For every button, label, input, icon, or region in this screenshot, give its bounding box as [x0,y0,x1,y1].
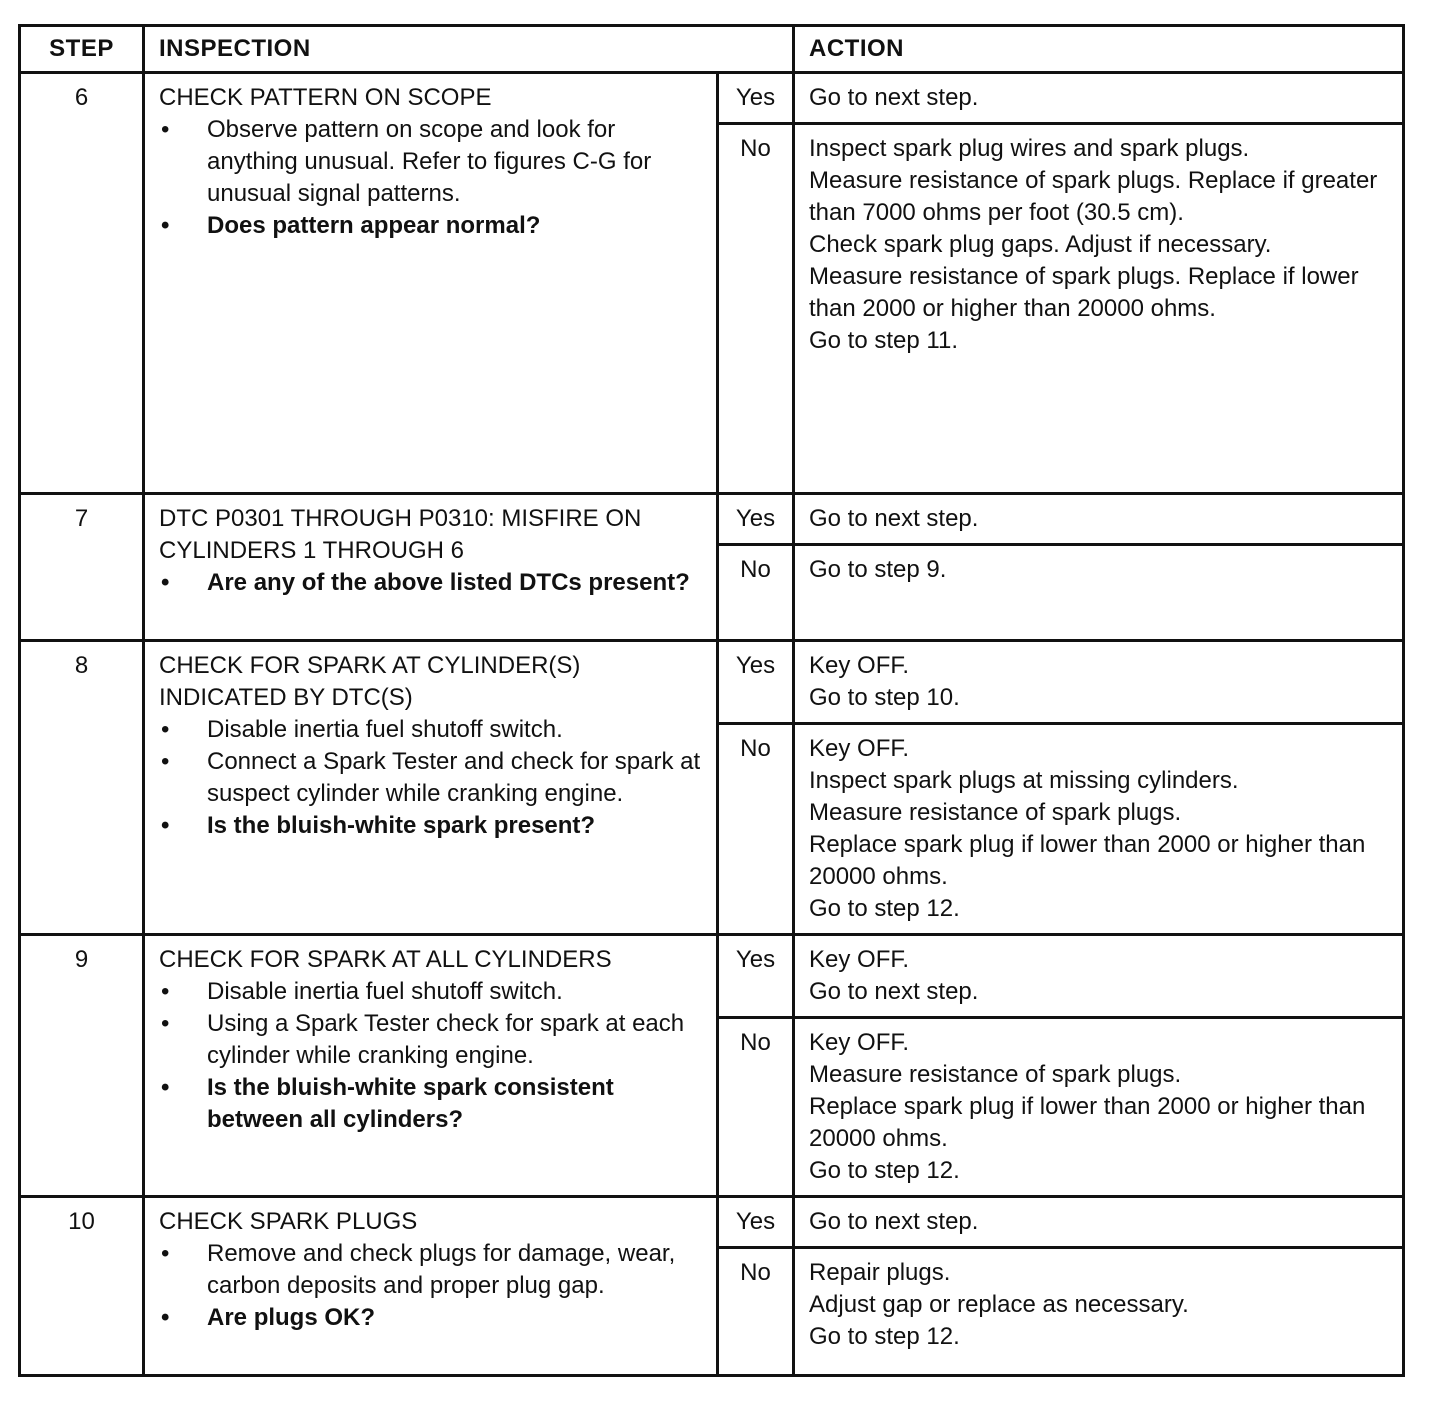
inspection-instruction: • Remove and check plugs for damage, wear, carbon deposits and proper plug gap. [159,1238,706,1302]
action-line: Go to step 12. [809,1323,960,1350]
no-action-cell [794,124,1404,494]
no-action-cell [794,545,1404,641]
inspection-title: DTC P0301 THROUGH P0310: MISFIRE ON CYLINDERS 1 THROUGH 6 [159,505,642,564]
no-label: No [718,724,794,935]
yes-action-cell [794,1197,1404,1248]
no-label: No [718,124,794,494]
yes-label: Yes [718,73,794,124]
inspection-title: CHECK SPARK PLUGS [159,1208,418,1235]
yes-action-cell [794,73,1404,124]
yes-label: Yes [718,641,794,724]
action-column-header: ACTION [794,26,1404,73]
yes-action-cell [794,935,1404,1018]
no-action-cell [794,724,1404,935]
inspection-cell [144,641,718,935]
inspection-column-header: INSPECTION [144,26,794,73]
action-line: Go to next step. [809,1208,979,1235]
action-line: Key OFF. [809,652,910,679]
inspection-instruction: • Using a Spark Tester check for spark at each cylinder while cranking engine. [159,1008,706,1072]
action-line: Key OFF. [809,946,910,973]
inspection-instruction: • Connect a Spark Tester and check for spark at suspect cylinder while cranking engine. [159,746,706,810]
no-label: No [718,545,794,641]
yes-label: Yes [718,494,794,545]
inspection-cell [144,1197,718,1376]
inspection-bullet-list [159,714,706,842]
action-line: Replace spark plug if lower than 2000 or higher than 20000 ohms. [809,1093,1366,1152]
action-line: Go to next step. [809,978,979,1005]
action-line: Repair plugs. [809,1259,951,1286]
action-line: Go to step 12. [809,1157,960,1184]
inspection-cell [144,935,718,1197]
action-line: Measure resistance of spark plugs. Replace if greater than 7000 ohms per foot (30.5 cm). [809,167,1378,226]
action-line: Go to step 12. [809,895,960,922]
action-line: Go to next step. [809,84,979,111]
inspection-bullet-list [159,1238,706,1334]
action-line: Go to next step. [809,505,979,532]
table-row-step-8-yes [20,641,1404,724]
inspection-question: • Does pattern appear normal? [159,210,706,242]
inspection-title: CHECK PATTERN ON SCOPE [159,84,492,111]
inspection-title: CHECK FOR SPARK AT ALL CYLINDERS [159,946,612,973]
action-line: Go to step 11. [809,327,958,354]
yes-label: Yes [718,935,794,1018]
action-line: Go to step 9. [809,556,947,583]
inspection-question: • Is the bluish-white spark consistent between all cylinders? [159,1072,706,1136]
no-action-cell [794,1018,1404,1197]
action-line: Key OFF. [809,735,910,762]
no-label: No [718,1248,794,1376]
yes-action-cell [794,641,1404,724]
diagnostic-table [18,24,1405,1377]
inspection-instruction: • Observe pattern on scope and look for anything unusual. Refer to figures C-G for unusual signal patterns. [159,114,706,210]
step-column-header: STEP [20,26,144,73]
step-number: 9 [20,935,144,1197]
inspection-bullet-list [159,976,706,1136]
inspection-question: • Are any of the above listed DTCs present? [159,567,706,599]
action-line: Key OFF. [809,1029,910,1056]
no-action-cell [794,1248,1404,1376]
inspection-bullet-list [159,567,706,599]
step-number: 6 [20,73,144,494]
step-number: 7 [20,494,144,641]
table-row-step-7-yes [20,494,1404,545]
action-line: Measure resistance of spark plugs. [809,1061,1182,1088]
inspection-cell [144,494,718,641]
yes-action-cell [794,494,1404,545]
inspection-title: CHECK FOR SPARK AT CYLINDER(S) INDICATED BY DTC(S) [159,652,581,711]
step-number: 10 [20,1197,144,1376]
action-line: Check spark plug gaps. Adjust if necessary. [809,231,1272,258]
table-row-step-6-yes [20,73,1404,124]
inspection-cell [144,73,718,494]
action-line: Measure resistance of spark plugs. [809,799,1182,826]
action-line: Go to step 10. [809,684,960,711]
action-line: Inspect spark plug wires and spark plugs. [809,135,1250,162]
inspection-bullet-list [159,114,706,242]
inspection-instruction: • Disable inertia fuel shutoff switch. [159,714,706,746]
action-line: Replace spark plug if lower than 2000 or higher than 20000 ohms. [809,831,1366,890]
inspection-question: • Are plugs OK? [159,1302,706,1334]
table-row-step-9-yes [20,935,1404,1018]
step-number: 8 [20,641,144,935]
action-line: Adjust gap or replace as necessary. [809,1291,1189,1318]
inspection-question: • Is the bluish-white spark present? [159,810,706,842]
inspection-instruction: • Disable inertia fuel shutoff switch. [159,976,706,1008]
table-row-step-10-yes [20,1197,1404,1248]
yes-label: Yes [718,1197,794,1248]
table-body [20,73,1404,1376]
no-label: No [718,1018,794,1197]
action-line: Measure resistance of spark plugs. Replace if lower than 2000 or higher than 20000 ohms. [809,263,1359,322]
action-line: Inspect spark plugs at missing cylinders. [809,767,1239,794]
table-header-row [20,26,1404,73]
